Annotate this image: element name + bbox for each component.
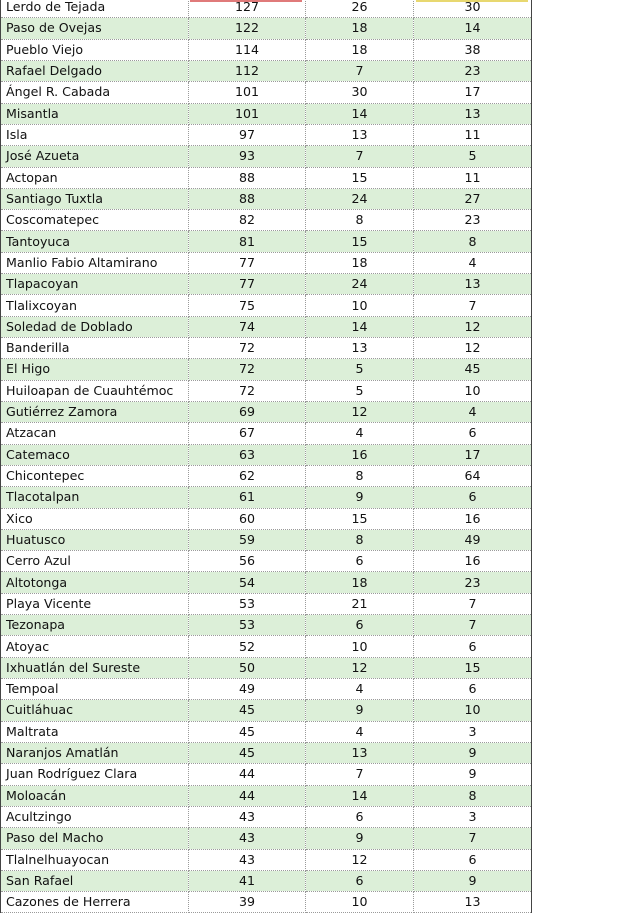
value-cell-2: 7: [306, 60, 414, 81]
value-cell-1: 49: [189, 679, 306, 700]
value-cell-2: 13: [306, 742, 414, 763]
value-cell-3: 9: [414, 742, 532, 763]
value-cell-3: 9: [414, 764, 532, 785]
table-row: [1, 742, 532, 763]
municipality-name-cell: San Rafael: [1, 870, 189, 891]
value-cell-2: 18: [306, 18, 414, 39]
value-cell-3: 8: [414, 785, 532, 806]
value-cell-1: 97: [189, 124, 306, 145]
value-cell-1: 45: [189, 742, 306, 763]
value-cell-3: 23: [414, 210, 532, 231]
value-cell-2: 10: [306, 892, 414, 913]
table-row: [1, 231, 532, 252]
value-cell-2: 24: [306, 274, 414, 295]
table-row: [1, 401, 532, 422]
value-cell-3: 12: [414, 316, 532, 337]
value-cell-2: 13: [306, 338, 414, 359]
municipality-name-cell: Soledad de Doblado: [1, 316, 189, 337]
table-row: [1, 210, 532, 231]
value-cell-3: 6: [414, 423, 532, 444]
table-row: [1, 316, 532, 337]
municipality-name-cell: Tezonapa: [1, 615, 189, 636]
municipality-name-cell: Altotonga: [1, 572, 189, 593]
value-cell-3: 23: [414, 60, 532, 81]
value-cell-1: 81: [189, 231, 306, 252]
value-cell-2: 5: [306, 380, 414, 401]
value-cell-2: 6: [306, 806, 414, 827]
table-row: [1, 146, 532, 167]
value-cell-3: 27: [414, 188, 532, 209]
value-cell-1: 50: [189, 657, 306, 678]
value-cell-1: 122: [189, 18, 306, 39]
value-cell-3: 38: [414, 39, 532, 60]
municipality-name-cell: Maltrata: [1, 721, 189, 742]
value-cell-2: 10: [306, 295, 414, 316]
value-cell-3: 3: [414, 721, 532, 742]
value-cell-1: 44: [189, 785, 306, 806]
value-cell-1: 69: [189, 401, 306, 422]
value-cell-3: 49: [414, 529, 532, 550]
municipality-name-cell: Ixhuatlán del Sureste: [1, 657, 189, 678]
value-cell-2: 9: [306, 700, 414, 721]
value-cell-1: 43: [189, 828, 306, 849]
value-cell-1: 61: [189, 487, 306, 508]
value-cell-1: 54: [189, 572, 306, 593]
value-cell-1: 45: [189, 700, 306, 721]
value-cell-3: 6: [414, 636, 532, 657]
table-row: [1, 700, 532, 721]
value-cell-2: 14: [306, 316, 414, 337]
value-cell-1: 127: [189, 0, 306, 18]
value-cell-3: 6: [414, 487, 532, 508]
municipality-name-cell: Misantla: [1, 103, 189, 124]
municipality-name-cell: Paso de Ovejas: [1, 18, 189, 39]
municipality-name-cell: Huatusco: [1, 529, 189, 550]
table-row: [1, 828, 532, 849]
municipality-name-cell: Ángel R. Cabada: [1, 82, 189, 103]
value-cell-2: 9: [306, 828, 414, 849]
municipality-name-cell: Tantoyuca: [1, 231, 189, 252]
value-cell-1: 45: [189, 721, 306, 742]
value-cell-3: 17: [414, 444, 532, 465]
value-cell-3: 4: [414, 252, 532, 273]
municipality-name-cell: Coscomatepec: [1, 210, 189, 231]
table-row: [1, 0, 532, 18]
value-cell-1: 44: [189, 764, 306, 785]
table-row: [1, 338, 532, 359]
value-cell-2: 18: [306, 572, 414, 593]
value-cell-1: 43: [189, 806, 306, 827]
value-cell-2: 8: [306, 210, 414, 231]
table-row: [1, 487, 532, 508]
value-cell-3: 3: [414, 806, 532, 827]
table-row: [1, 124, 532, 145]
value-cell-3: 8: [414, 231, 532, 252]
value-cell-3: 7: [414, 593, 532, 614]
value-cell-1: 101: [189, 82, 306, 103]
table-row: [1, 679, 532, 700]
value-cell-1: 62: [189, 465, 306, 486]
value-cell-1: 39: [189, 892, 306, 913]
table-row: [1, 252, 532, 273]
municipality-name-cell: Paso del Macho: [1, 828, 189, 849]
table-row: [1, 295, 532, 316]
value-cell-3: 23: [414, 572, 532, 593]
municipality-name-cell: Atoyac: [1, 636, 189, 657]
value-cell-1: 59: [189, 529, 306, 550]
municipality-name-cell: Banderilla: [1, 338, 189, 359]
municipality-name-cell: Catemaco: [1, 444, 189, 465]
value-cell-3: 45: [414, 359, 532, 380]
value-cell-1: 77: [189, 274, 306, 295]
value-cell-3: 6: [414, 849, 532, 870]
table-row: [1, 444, 532, 465]
value-cell-3: 64: [414, 465, 532, 486]
municipality-name-cell: Actopan: [1, 167, 189, 188]
municipality-name-cell: Gutiérrez Zamora: [1, 401, 189, 422]
municipality-name-cell: Atzacan: [1, 423, 189, 444]
municipality-name-cell: Tempoal: [1, 679, 189, 700]
value-cell-3: 16: [414, 508, 532, 529]
value-cell-1: 112: [189, 60, 306, 81]
value-cell-3: 9: [414, 870, 532, 891]
value-cell-2: 24: [306, 188, 414, 209]
municipality-name-cell: Tlalnelhuayocan: [1, 849, 189, 870]
municipality-name-cell: Xico: [1, 508, 189, 529]
table-row: [1, 806, 532, 827]
value-cell-1: 77: [189, 252, 306, 273]
value-cell-1: 72: [189, 359, 306, 380]
municipality-name-cell: Rafael Delgado: [1, 60, 189, 81]
value-cell-2: 7: [306, 764, 414, 785]
municipality-name-cell: Moloacán: [1, 785, 189, 806]
municipality-name-cell: Chicontepec: [1, 465, 189, 486]
value-cell-3: 30: [414, 0, 532, 18]
table-row: [1, 18, 532, 39]
value-cell-1: 101: [189, 103, 306, 124]
municipality-name-cell: Santiago Tuxtla: [1, 188, 189, 209]
municipality-name-cell: El Higo: [1, 359, 189, 380]
value-cell-2: 4: [306, 721, 414, 742]
value-cell-2: 6: [306, 615, 414, 636]
value-cell-2: 8: [306, 465, 414, 486]
table-row: [1, 359, 532, 380]
value-cell-2: 10: [306, 636, 414, 657]
value-cell-2: 12: [306, 849, 414, 870]
value-cell-3: 11: [414, 124, 532, 145]
table-row: [1, 529, 532, 550]
table-body: [1, 0, 532, 913]
value-cell-2: 4: [306, 679, 414, 700]
value-cell-1: 72: [189, 338, 306, 359]
table-row: [1, 39, 532, 60]
table-row: [1, 82, 532, 103]
value-cell-2: 21: [306, 593, 414, 614]
value-cell-1: 52: [189, 636, 306, 657]
municipality-name-cell: Pueblo Viejo: [1, 39, 189, 60]
municipality-name-cell: Cerro Azul: [1, 551, 189, 572]
table-row: [1, 551, 532, 572]
value-cell-1: 67: [189, 423, 306, 444]
municipality-name-cell: Lerdo de Tejada: [1, 0, 189, 18]
value-cell-1: 75: [189, 295, 306, 316]
table-row: [1, 572, 532, 593]
value-cell-3: 10: [414, 380, 532, 401]
municipality-name-cell: Playa Vicente: [1, 593, 189, 614]
value-cell-2: 14: [306, 785, 414, 806]
value-cell-2: 18: [306, 252, 414, 273]
table-row: [1, 636, 532, 657]
value-cell-1: 53: [189, 615, 306, 636]
table-row: [1, 103, 532, 124]
value-cell-1: 72: [189, 380, 306, 401]
table-row: [1, 593, 532, 614]
table-row: [1, 465, 532, 486]
value-cell-3: 13: [414, 892, 532, 913]
municipality-name-cell: Huiloapan de Cuauhtémoc: [1, 380, 189, 401]
table-row: [1, 849, 532, 870]
municipality-name-cell: Tlalixcoyan: [1, 295, 189, 316]
municipality-name-cell: José Azueta: [1, 146, 189, 167]
value-cell-1: 82: [189, 210, 306, 231]
value-cell-3: 11: [414, 167, 532, 188]
municipality-name-cell: Juan Rodríguez Clara: [1, 764, 189, 785]
table-row: [1, 721, 532, 742]
value-cell-3: 14: [414, 18, 532, 39]
municipality-name-cell: Acultzingo: [1, 806, 189, 827]
municipality-name-cell: Cazones de Herrera: [1, 892, 189, 913]
value-cell-3: 7: [414, 828, 532, 849]
table-row: [1, 60, 532, 81]
value-cell-1: 60: [189, 508, 306, 529]
value-cell-3: 6: [414, 679, 532, 700]
municipality-name-cell: Tlapacoyan: [1, 274, 189, 295]
value-cell-1: 88: [189, 188, 306, 209]
table-row: [1, 785, 532, 806]
value-cell-1: 53: [189, 593, 306, 614]
value-cell-2: 15: [306, 508, 414, 529]
municipality-name-cell: Manlio Fabio Altamirano: [1, 252, 189, 273]
table-row: [1, 274, 532, 295]
value-cell-1: 56: [189, 551, 306, 572]
value-cell-2: 7: [306, 146, 414, 167]
table-row: [1, 870, 532, 891]
value-cell-3: 16: [414, 551, 532, 572]
value-cell-2: 12: [306, 657, 414, 678]
table-row: [1, 423, 532, 444]
value-cell-2: 26: [306, 0, 414, 18]
table-row: [1, 764, 532, 785]
value-cell-3: 12: [414, 338, 532, 359]
value-cell-2: 5: [306, 359, 414, 380]
value-cell-3: 13: [414, 103, 532, 124]
value-cell-2: 16: [306, 444, 414, 465]
table-row: [1, 188, 532, 209]
municipality-name-cell: Isla: [1, 124, 189, 145]
table-row: [1, 657, 532, 678]
value-cell-1: 88: [189, 167, 306, 188]
table-row: [1, 892, 532, 913]
value-cell-2: 15: [306, 231, 414, 252]
value-cell-3: 17: [414, 82, 532, 103]
table-row: [1, 380, 532, 401]
value-cell-1: 43: [189, 849, 306, 870]
table-row: [1, 615, 532, 636]
value-cell-2: 8: [306, 529, 414, 550]
table-row: [1, 508, 532, 529]
value-cell-3: 7: [414, 615, 532, 636]
value-cell-1: 41: [189, 870, 306, 891]
municipality-name-cell: Cuitláhuac: [1, 700, 189, 721]
value-cell-1: 93: [189, 146, 306, 167]
municipality-name-cell: Naranjos Amatlán: [1, 742, 189, 763]
value-cell-1: 114: [189, 39, 306, 60]
value-cell-3: 10: [414, 700, 532, 721]
value-cell-2: 15: [306, 167, 414, 188]
value-cell-3: 5: [414, 146, 532, 167]
value-cell-2: 18: [306, 39, 414, 60]
value-cell-3: 4: [414, 401, 532, 422]
value-cell-2: 30: [306, 82, 414, 103]
value-cell-2: 6: [306, 551, 414, 572]
value-cell-2: 9: [306, 487, 414, 508]
value-cell-3: 7: [414, 295, 532, 316]
value-cell-2: 4: [306, 423, 414, 444]
table-row: [1, 167, 532, 188]
value-cell-3: 13: [414, 274, 532, 295]
value-cell-1: 74: [189, 316, 306, 337]
value-cell-1: 63: [189, 444, 306, 465]
municipality-name-cell: Tlacotalpan: [1, 487, 189, 508]
value-cell-2: 12: [306, 401, 414, 422]
value-cell-3: 15: [414, 657, 532, 678]
value-cell-2: 14: [306, 103, 414, 124]
value-cell-2: 13: [306, 124, 414, 145]
value-cell-2: 6: [306, 870, 414, 891]
